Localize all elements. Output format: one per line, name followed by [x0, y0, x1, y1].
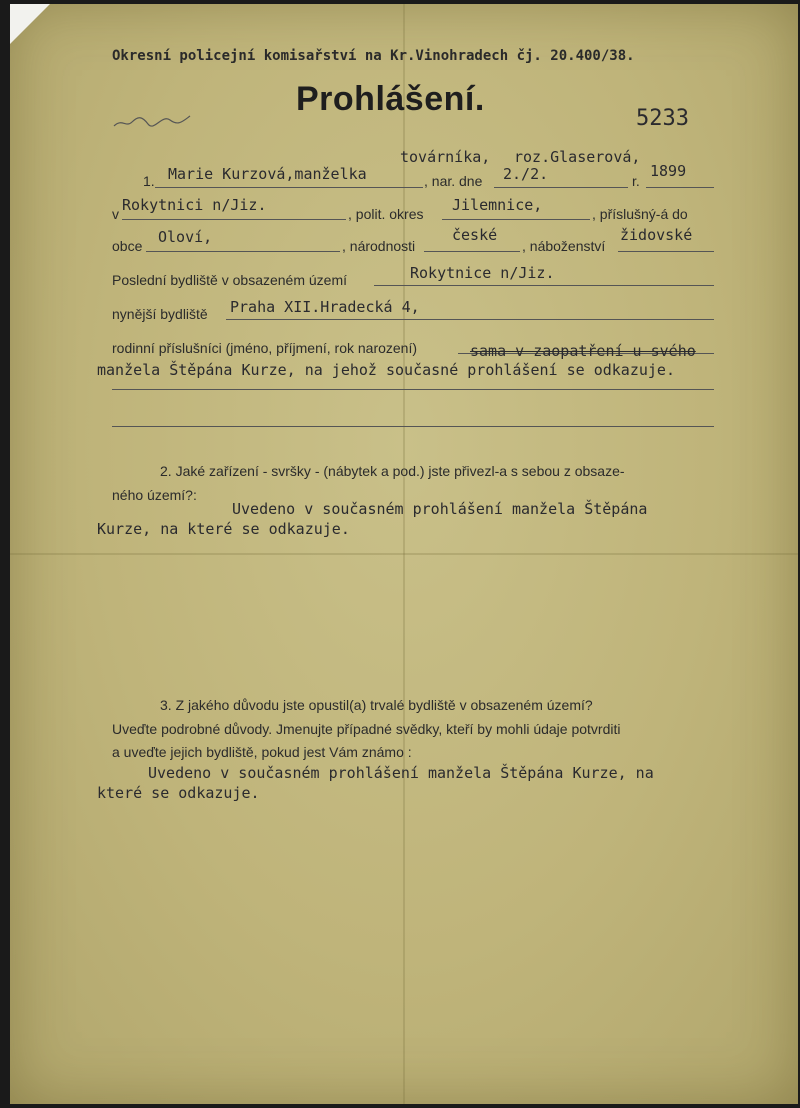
born-line — [494, 187, 628, 188]
obec-line — [146, 251, 340, 252]
religion-label: , náboženství — [522, 238, 606, 254]
obec-label: obce — [112, 238, 143, 254]
question-3-line-2: Uveďte podrobné důvody. Jmenujte případné svědky, kteří by mohli údaje potvrditi — [112, 721, 621, 737]
question-3-line-1: 3. Z jakého důvodu jste opustil(a) trvalé bydliště v obsazeném území? — [160, 697, 593, 713]
current-residence-line — [226, 319, 714, 320]
nation-label: , národnosti — [342, 238, 416, 254]
answer-2-line-1: Uvedeno v současném prohlášení manžela Štěpána — [232, 500, 648, 518]
family-label: rodinní příslušníci (jméno, příjmení, rok narození) — [112, 340, 418, 356]
name-value: Marie Kurzová,manželka — [168, 165, 367, 183]
question-3-line-3: a uveďte jejich bydliště, pokud jest Vám známo : — [112, 744, 412, 760]
last-residence-line — [374, 285, 714, 286]
office-header: Okresní policejní komisařství na Kr.Vinohradech čj. 20.400/38. — [112, 48, 635, 64]
born-label: , nar. dne — [424, 173, 483, 189]
year-value: 1899 — [650, 162, 687, 180]
current-residence-value: Praha XII.Hradecká 4, — [230, 298, 420, 316]
family-continued-value: manžela Štěpána Kurze, na jehož současné prohlášení se odkazuje. — [97, 361, 675, 379]
place-value: Rokytnici n/Jiz. — [122, 196, 267, 214]
belong-label: , příslušný-á do — [592, 206, 688, 222]
place-line — [122, 219, 346, 220]
answer-3-line-2: které se odkazuje. — [97, 784, 260, 802]
in-label: v — [112, 206, 119, 222]
question-2-line-2: ného území?: — [112, 487, 197, 503]
handwritten-scribble — [112, 108, 192, 132]
district-label: , polit. okres — [348, 206, 424, 222]
district-value: Jilemnice, — [452, 196, 543, 214]
question-2-line-1: 2. Jaké zařízení - svršky - (nábytek a pod.) jste přivezl-a s sebou z obsaze- — [160, 463, 625, 479]
year-label: r. — [632, 173, 640, 189]
answer-3-line-1: Uvedeno v současném prohlášení manžela Štěpána Kurze, na — [148, 764, 654, 782]
nation-line — [424, 251, 520, 252]
family-struck-value: sama v zaopatření u svého — [470, 342, 696, 360]
obec-value: Oloví, — [158, 228, 213, 246]
maiden-name-value: roz.Glaserová, — [514, 148, 641, 166]
religion-line — [618, 251, 714, 252]
torn-corner — [10, 4, 50, 44]
occupation-value: továrníka, — [400, 148, 491, 166]
blank-line-2 — [112, 426, 714, 427]
born-date-value: 2./2. — [503, 165, 549, 183]
nation-value: české — [452, 226, 498, 244]
year-line — [646, 187, 714, 188]
document-number: 5233 — [636, 106, 689, 131]
last-residence-label: Poslední bydliště v obsazeném území — [112, 272, 348, 288]
question-1-number: 1. — [143, 173, 155, 189]
answer-2-line-2: Kurze, na které se odkazuje. — [97, 520, 350, 538]
blank-line-1 — [112, 389, 714, 390]
fold-crease-horizontal — [10, 553, 798, 555]
current-residence-label: nynější bydliště — [112, 306, 208, 322]
religion-value: židovské — [620, 226, 693, 244]
district-line — [442, 219, 590, 220]
name-line — [155, 187, 423, 188]
last-residence-value: Rokytnice n/Jiz. — [410, 264, 555, 282]
page-title: Prohlášení. — [296, 80, 485, 118]
